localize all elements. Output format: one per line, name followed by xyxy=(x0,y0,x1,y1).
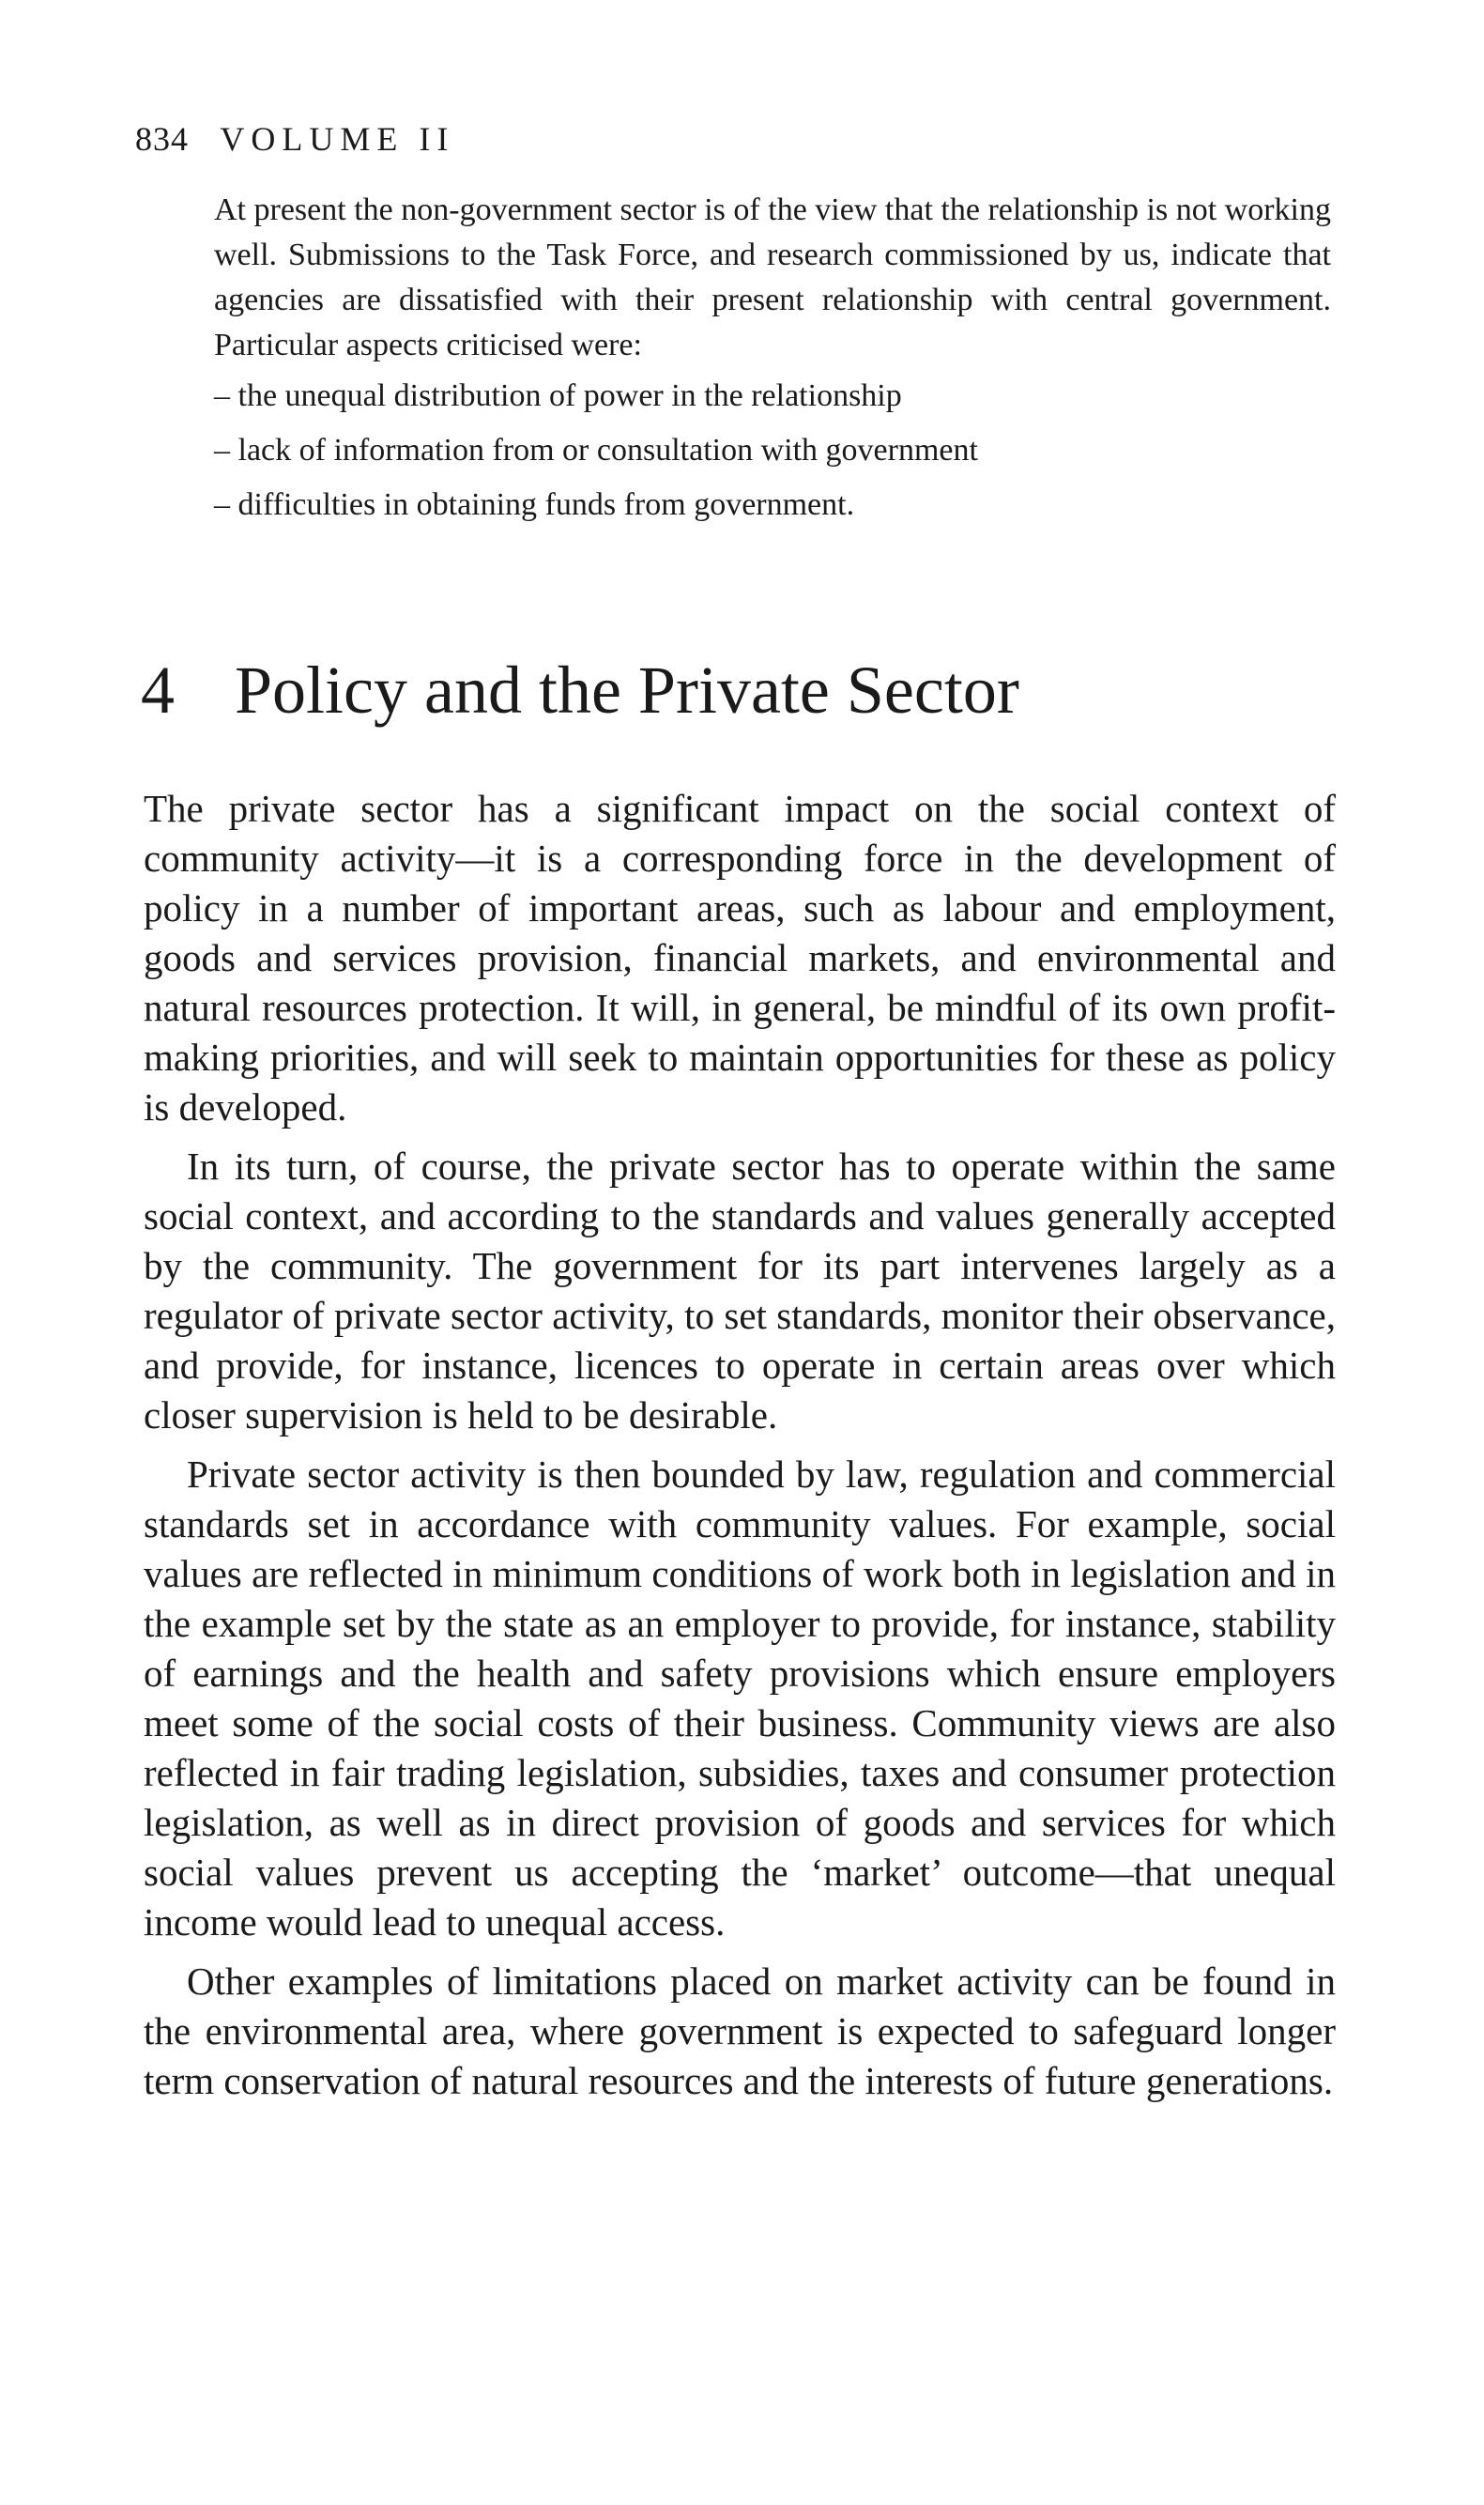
body-paragraph: In its turn, of course, the private sector has to operate within the same social context, and according to the standards and values generally accepted by the community. The government for its part intervenes largely as a regulator of private sector activity, to set standards, monitor their observance, and provide, for instance, licences to operate in certain areas over which closer supervision is held to be desirable. xyxy=(144,1145,1336,1437)
body-paragraph: Other examples of limitations placed on market activity can be found in the environmental area, where government is expected to safeguard longer term conservation of natural resources and the interests of future generations. xyxy=(144,1959,1336,2102)
intro-paragraph: At present the non-government sector is of the view that the relationship is not working well. Submissions to the Task Force, and research commissioned by us, indicate that agencies are dissatisfied with their present relationship with central government. Particular aspects criticised were: xyxy=(214,192,1331,362)
list-item: – lack of information from or consultation with government xyxy=(214,433,978,468)
list-item: – difficulties in obtaining funds from government. xyxy=(214,487,855,522)
intro-block xyxy=(214,188,1331,537)
criticism-list xyxy=(214,374,1331,528)
running-head xyxy=(135,118,454,160)
body-paragraph: Private sector activity is then bounded by law, regulation and commercial standards set in accordance with community values. For example, social values are reflected in minimum conditions of work both in legislation and in the example set by the state as an employer to provide, for instance, stability of earnings and the health and safety provisions which ensure employers meet some of the social costs of their business. Community views are also reflected in fair trading legislation, subsidies, taxes and consumer protection legislation, as well as in direct provision of goods and services for which social values prevent us accepting the ‘market’ outcome—that unequal income would lead to unequal access. xyxy=(144,1452,1336,1944)
page-number: 834 xyxy=(135,120,189,158)
section-number: 4 xyxy=(141,653,175,728)
body-paragraph: The private sector has a significant impact on the social context of community activity—it is a corresponding force in the development of policy in a number of important areas, such as labour and employment, goods and services provision, financial markets, and environmental and natural resources protection. It will, in general, be mindful of its own profit-making priorities, and will seek to maintain opportunities for these as policy is developed. xyxy=(144,787,1336,1129)
section-heading xyxy=(141,648,1019,732)
section-body xyxy=(144,784,1336,2115)
volume-label: VOLUME II xyxy=(220,120,455,158)
list-item: – the unequal distribution of power in the relationship xyxy=(214,378,902,413)
section-title: Policy and the Private Sector xyxy=(235,653,1019,728)
